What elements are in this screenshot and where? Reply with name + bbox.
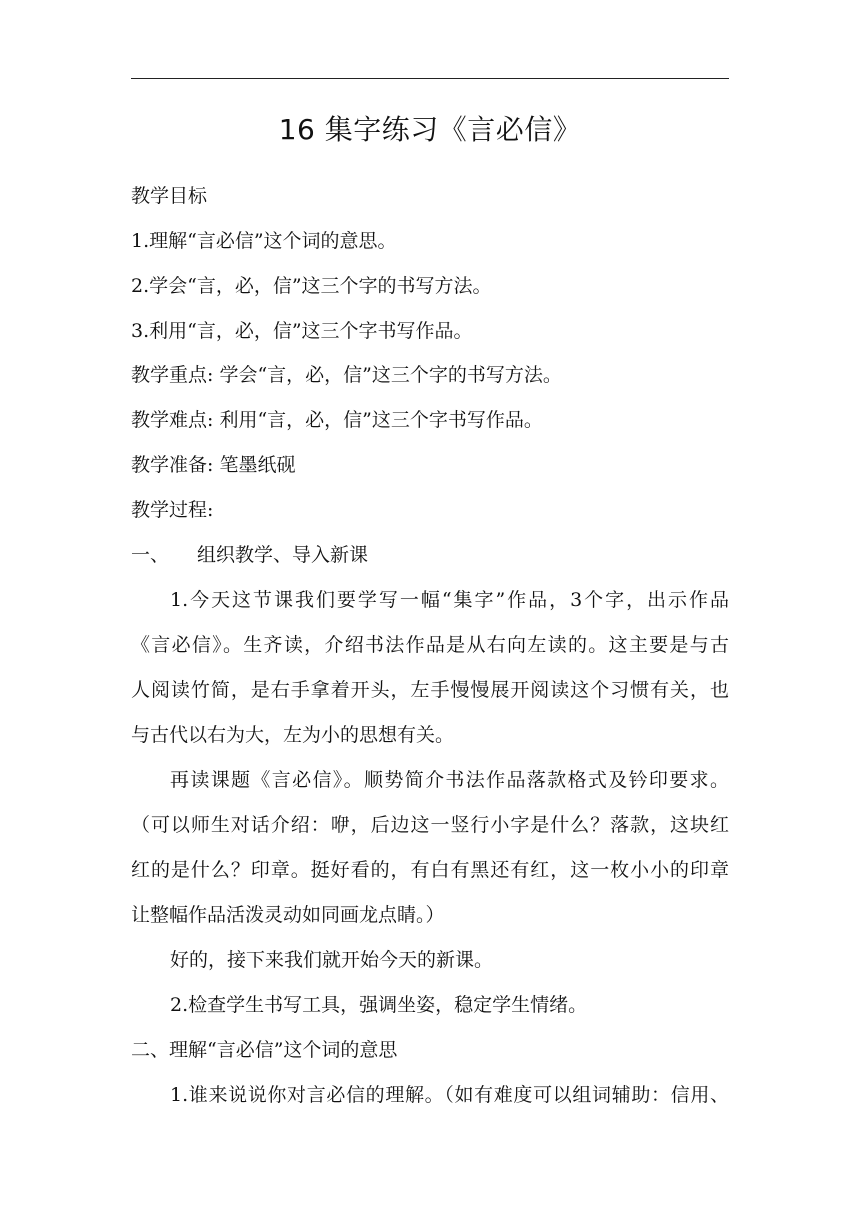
goal-2: 2.学会“言，必，信”这三个字的书写方法。	[131, 275, 492, 297]
paragraph-2-line-3: 红的是什么？印章。挺好看的，有白有黑还有红，这一枚小小的印章	[131, 859, 729, 881]
paragraph-2-line-4: 让整幅作品活泼灵动如同画龙点睛。）	[131, 904, 445, 926]
paragraph-4: 2.检查学生书写工具，强调坐姿，稳定学生情绪。	[170, 994, 588, 1016]
paragraph-2-line-1: 再读课题《言必信》。顺势简介书法作品落款格式及钤印要求。	[170, 769, 729, 791]
paragraph-1-line-1: 1.今天这节课我们要学写一幅“集字”作品，3个字，出示作品	[170, 589, 729, 611]
teaching-preparation: 教学准备: 笔墨纸砚	[131, 454, 296, 476]
paragraph-2-line-2: （可以师生对话介绍：咿，后边这一竖行小字是什么？落款，这块红	[131, 814, 729, 836]
header-rule	[131, 78, 729, 79]
paragraph-3: 好的，接下来我们就开始今天的新课。	[170, 949, 494, 971]
goal-3: 3.利用“言，必，信”这三个字书写作品。	[131, 320, 473, 342]
section-one-heading	[131, 540, 729, 570]
goal-1: 1.理解“言必信”这个词的意思。	[131, 230, 397, 252]
paragraph-1-line-3: 人阅读竹简，是右手拿着开头，左手慢慢展开阅读这个习惯有关，也	[131, 679, 729, 701]
paragraph-1-line-2: 《言必信》。生齐读，介绍书法作品是从右向左读的。这主要是与古	[131, 634, 729, 656]
teaching-focus: 教学重点: 学会“言，必，信”这三个字的书写方法。	[131, 364, 562, 386]
paragraph-1-line-4: 与古代以右为大，左为小的思想有关。	[131, 724, 455, 746]
section-one-title: 组织教学、导入新课	[197, 544, 369, 566]
teaching-difficulty: 教学难点: 利用“言，必，信”这三个字书写作品。	[131, 409, 543, 431]
section-one-number: 一、	[131, 544, 170, 566]
teaching-process-heading: 教学过程:	[131, 499, 214, 521]
paragraph-5-line-1: 1.谁来说说你对言必信的理解。（如有难度可以组词辅助：信用、	[170, 1084, 729, 1106]
page-title: 16 集字练习《言必信》	[278, 113, 582, 146]
section-two-heading: 二、理解“言必信”这个词的意思	[131, 1039, 398, 1061]
teaching-goals-heading: 教学目标	[131, 185, 208, 207]
